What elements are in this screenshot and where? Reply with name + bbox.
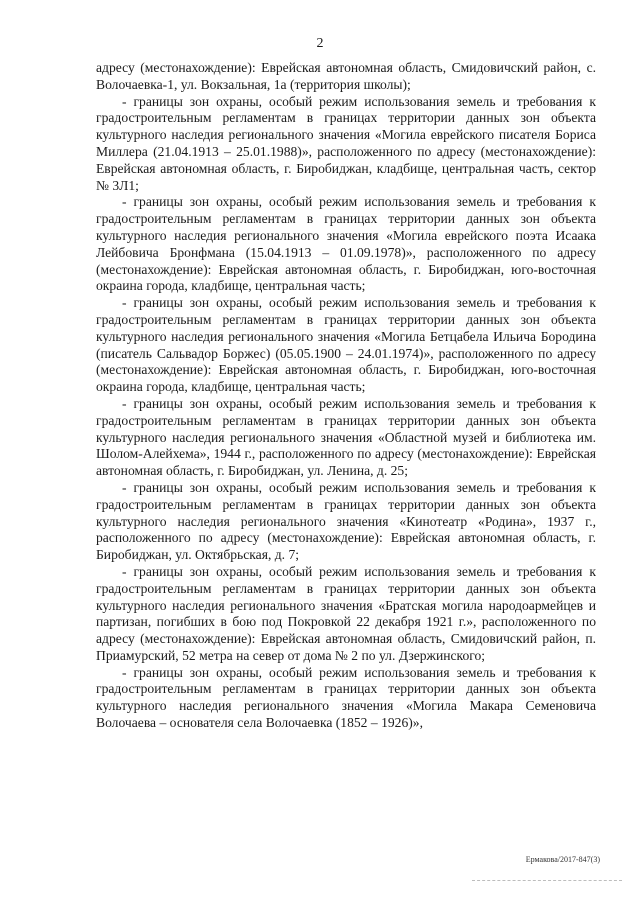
paragraph-borodin-grave: - границы зон охраны, особый режим использования земель и требования к градостроительным регламентам в границах территории данных зон объекта культурного наследия регионального значения «Могила Бетцабела Ильича Бородина (писатель Сальвадор Боржес) (05.05.1900 – 24.01.1974)», расположенного по адресу (местонахождение): Еврейская автономная область, г. Биробиджан, юго-восточная окраина города, кладбище, центральная часть; (96, 295, 596, 395)
paragraph-miller-grave: - границы зон охраны, особый режим использования земель и требования к градостроительным регламентам в границах территории данных зон объекта культурного наследия регионального значения «Могила еврейского писателя Бориса Миллера (21.04.1913 – 25.01.1988)», расположенного по адресу (местонахождение): Еврейская автономная область, г. Биробиджан, кладбище, центральная часть, сектор № 3Л1; (96, 93, 596, 193)
paragraph-bronfman-grave: - границы зон охраны, особый режим использования земель и требования к градостроительным регламентам в границах территории данных зон объекта культурного наследия регионального значения «Могила еврейского поэта Исаака Лейбовича Бронфмана (15.04.1913 – 01.09.1978)», расположенного по адресу (местонахождение): Еврейская автономная область, г. Биробиджан, юго-восточная окраина города, кладбище, центральная часть; (96, 194, 596, 294)
paragraph-fraternal-grave: - границы зон охраны, особый режим использования земель и требования к градостроительным регламентам в границах территории данных зон объекта культурного наследия регионального значения «Братская могила народоармейцев и партизан, погибших в бою под Покровкой 22 декабря 1921 г.», расположенного по адресу (местонахождение): Еврейская автономная область, Смидовичский район, п. Приамурский, 52 метра на север от дома № 2 по ул. Дзержинского; (96, 563, 596, 663)
document-body (96, 60, 596, 732)
document-code: Ермакова/2017-847(3) (525, 855, 600, 864)
page-number: 2 (316, 36, 324, 51)
paragraph-cinema-rodina: - границы зон охраны, особый режим использования земель и требования к градостроительным регламентам в границах территории данных зон объекта культурного наследия регионального значения «Кинотеатр «Родина», 1937 г., расположенного по адресу (местонахождение): Еврейская автономная область, г. Биробиджан, ул. Октябрьская, д. 7; (96, 479, 596, 563)
paragraph-museum-library: - границы зон охраны, особый режим использования земель и требования к градостроительным регламентам в границах территории данных зон объекта культурного наследия регионального значения «Областной музей и библиотека им. Шолом-Алейхема», 1944 г., расположенного по адресу (местонахождение): Еврейская автономная область, г. Биробиджан, ул. Ленина, д. 25; (96, 395, 596, 479)
scan-divider (472, 880, 622, 881)
paragraph-volochaev-grave: - границы зон охраны, особый режим использования земель и требования к градостроительным регламентам в границах территории данных зон объекта культурного наследия регионального значения «Могила Макара Семеновича Волочаева – основателя села Волочаевка (1852 – 1926)», (96, 664, 596, 731)
opening-fragment: адресу (местонахождение): Еврейская автономная область, Смидовичский район, с. Волочаевка-1, ул. Вокзальная, 1а (территория школы); (96, 60, 596, 92)
